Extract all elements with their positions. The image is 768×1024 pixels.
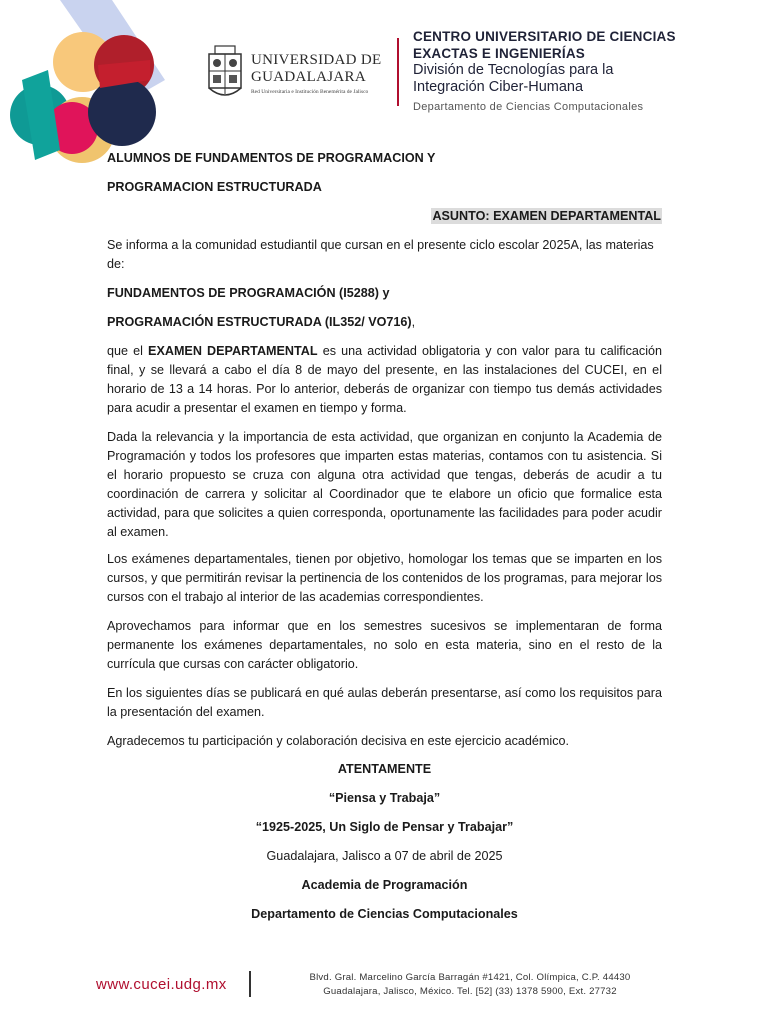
paragraph-relevance: Dada la relevancia y la importancia de esta actividad, que organizan en conjunto la Academia de Programación y todos los profesores que imparten estas materias, contamos con tu asistencia. Si el horario propuesto se cruza con alguna otra actividad que tengas, deberás de acudir a tu coordinación de carrera y solicitar al Coordinador que te elabore un oficio que formalice esta actividad, para que solicites a quien corresponda, oportunamente las facilidades para poder acudir al examen. — [107, 430, 662, 539]
header-divider — [397, 38, 399, 106]
university-motto: Red Universitaria e Institución Benemérita de Jalisco — [251, 89, 369, 95]
division-line2: Integración Ciber-Humana — [413, 79, 584, 95]
course-name-2: PROGRAMACIÓN ESTRUCTURADA (IL352/ VO716) — [107, 315, 412, 329]
paragraph-objective: Los exámenes departamentales, tienen por objetivo, homologar los temas que se imparten en los cursos, y que permitirán revisar la pertinencia de los contenidos de los programas, para mejorar los cursos con el trabajo al interior de las academias correspondientes. — [107, 552, 662, 604]
university-name: UNIVERSIDAD DE GUADALAJARA — [251, 52, 382, 85]
division-line1: División de Tecnologías para la — [413, 62, 614, 78]
footer-address-line1: Blvd. Gral. Marcelino García Barragán #1421, Col. Olímpica, C.P. 44430 — [309, 972, 631, 983]
paragraph-future: Aprovechamos para informar que en los semestres sucesivos se implementaran de forma permanente los exámenes departamentales, no solo en esta materia, sino en el resto de la currícula que cursas con carácter obligatorio. — [107, 619, 662, 671]
signer-2: Departamento de Ciencias Computacionales — [251, 907, 518, 921]
footer-address — [270, 971, 670, 999]
para1-prefix: que el — [107, 344, 149, 358]
udg-seal-icon — [205, 44, 245, 100]
subject-text: ASUNTO: EXAMEN DEPARTAMENTAL — [432, 209, 661, 223]
footer-address-line2: Guadalajara, Jalisco, México. Tel. [52] (33) 1378 5900, Ext. 27732 — [323, 986, 617, 997]
center-name-line1: CENTRO UNIVERSITARIO DE CIENCIAS — [413, 29, 676, 44]
footer-website-link[interactable]: www.cucei.udg.mx — [96, 976, 227, 993]
addressee-line2: PROGRAMACION ESTRUCTURADA — [107, 180, 322, 194]
udg-logo — [205, 44, 385, 100]
center-name-line2: EXACTAS E INGENIERÍAS — [413, 46, 585, 61]
paragraph-thanks: Agradecemos tu participación y colaboración decisiva en este ejercicio académico. — [107, 734, 570, 748]
footer-divider — [249, 971, 251, 997]
course-name-2-suffix: , — [411, 315, 416, 329]
signer-1: Academia de Programación — [301, 878, 468, 892]
course-name-1: FUNDAMENTOS DE PROGRAMACIÓN (I5288) y — [107, 286, 390, 300]
department-name: Departamento de Ciencias Computacionales — [413, 101, 644, 113]
para1-rest: es una actividad obligatoria y con valor para tu calificación final, y se llevará a cabo el día 8 de mayo del presente, en las instalaciones del CUCEI, en el horario de 13 a 14 horas. Por lo anterior, deberás de organizar con tiempo tus demás actividades para acudir a presentar el examen en tiempo y forma. — [107, 344, 663, 415]
paragraph-classrooms: En los siguientes días se publicará en qué aulas deberán presentarse, así como los requisitos para la presentación del examen. — [107, 686, 662, 719]
motto-1: “Piensa y Trabaja” — [328, 791, 441, 805]
intro-paragraph: Se informa a la comunidad estudiantil que cursan en el presente ciclo escolar 2025A, las materias de: — [107, 238, 654, 271]
center-header — [413, 28, 753, 113]
subject-line — [107, 207, 662, 226]
place-date: Guadalajara, Jalisco a 07 de abril de 2025 — [266, 849, 503, 863]
course-name-2-line — [107, 313, 662, 332]
addressee-line1: ALUMNOS DE FUNDAMENTOS DE PROGRAMACION Y — [107, 151, 436, 165]
paragraph-exam-info — [107, 342, 662, 418]
para1-bold: EXAMEN DEPARTAMENTAL — [148, 344, 318, 358]
closing: ATENTAMENTE — [337, 762, 432, 776]
motto-2: “1925-2025, Un Siglo de Pensar y Trabajar” — [255, 820, 514, 834]
